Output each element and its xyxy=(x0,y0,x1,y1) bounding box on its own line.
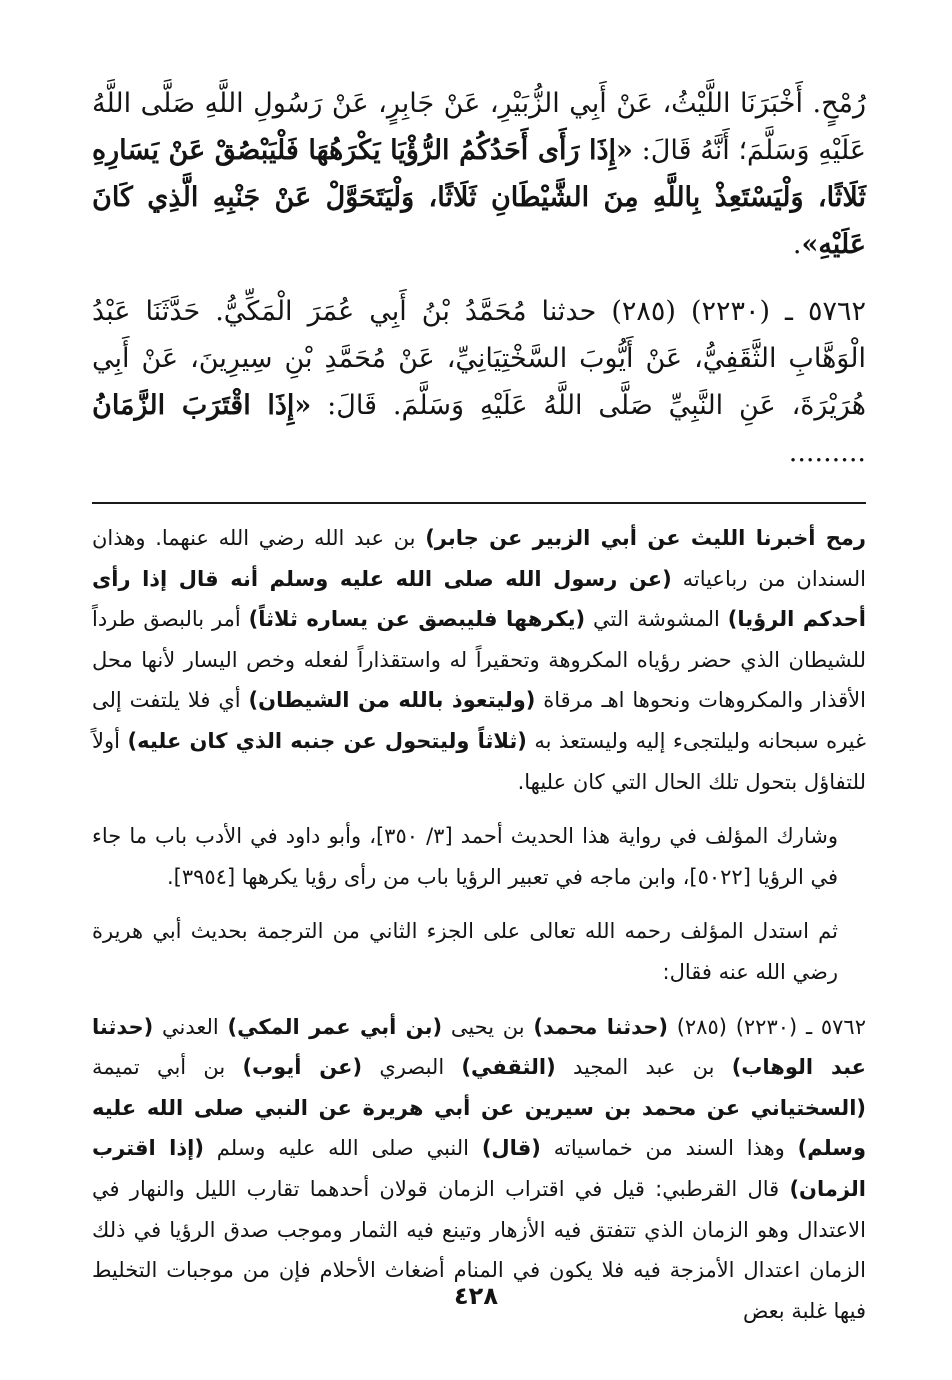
commentary-paragraph-2 xyxy=(92,816,866,897)
hadith-narration-chain: ٥٧٦٢ ـ (٢٢٣٠) (٢٨٥) حدثنا مُحَمَّدُ بْنُ أَبِي عُمَرَ الْمَكِّيُّ. حَدَّثَنَا عَبْدُ الْوَهَّابِ الثَّقَفِيُّ، عَنْ أَيُّوبَ السَّخْتِيَانِيِّ، عَنْ مُحَمَّدِ بْنِ سِيرِينَ، عَنْ أَبِي هُرَيْرَةَ، عَنِ النَّبِيِّ صَلَّى اللَّهُ عَلَيْهِ وَسَلَّمَ. قَالَ: xyxy=(92,296,867,421)
commentary-text: أولاً للتفاؤل بتحول تلك الحال التي كان عليها. xyxy=(92,728,866,794)
hadith-prophetic-saying: «إِذَا رَأَى أَحَدُكُمُ الرُّؤْيَا يَكْرَهُهَا فَلْيَبْصُقْ عَنْ يَسَارِهِ ثَلَاثًا، وَلْيَسْتَعِذْ بِاللَّهِ مِنَ الشَّيْطَانِ ثَلَاثًا، وَلْيَتَحَوَّلْ عَنْ جَنْبِهِ الَّذِي كَانَ عَلَيْهِ» xyxy=(92,135,866,260)
commentary-text: وهذا السند من خماسياته xyxy=(540,1136,798,1161)
commentary-text: وشارك المؤلف في رواية هذا الحديث أحمد [٣/ ٣٥٠]، وأبو داود في الأدب باب ما جاء في الرؤيا [٥٠٢٢]، وابن ماجه في تعبير الرؤيا باب من رأى رؤيا يكرهها [٣٩٥٤]. xyxy=(92,824,838,889)
commentary-text: المشوشة التي xyxy=(585,607,728,632)
commentary-text: أمر بالبصق طرداً للشيطان الذي حضر رؤياه المكروهة وتحقيراً له واستقذاراً لفعله وخص اليسار لأنها محل الأقذار والمكروهات ونحوها اهـ مرقاة xyxy=(92,607,866,713)
continuation-dots: ......... xyxy=(788,437,866,468)
hadith-prophetic-saying: «إِذَا اقْتَرَبَ الزَّمَانُ xyxy=(92,390,312,421)
commentary-text: النبي صلى الله عليه وسلم xyxy=(203,1136,482,1161)
commentary-text: ٥٧٦٢ ـ (٢٢٣٠) (٢٨٥) xyxy=(667,1014,866,1039)
commentary-text: ثم استدل المؤلف رحمه الله تعالى على الجزء الثاني من الترجمة بحديث أبي هريرة رضي الله عنه فقال: xyxy=(92,919,838,984)
commentary-quote: (عن أيوب) xyxy=(242,1055,363,1080)
hadith-text-5761-tail xyxy=(92,80,866,268)
page-number: ٤٢٨ xyxy=(454,1282,498,1310)
commentary-paragraph-1 xyxy=(92,518,866,802)
commentary-quote: (قال) xyxy=(481,1136,541,1161)
commentary-quote: (ثلاثاً وليتحول عن جنبه الذي كان عليه) xyxy=(127,728,527,753)
hadith-narration-chain: رُمْحٍ. أَخْبَرَنَا اللَّيْثُ، عَنْ أَبِي الزُّبَيْرِ، عَنْ جَابِرٍ، عَنْ رَسُولِ اللَّهِ صَلَّى اللَّهُ عَلَيْهِ وَسَلَّمَ؛ أَنَّهُ قَالَ: xyxy=(92,88,866,166)
commentary-quote: (الثقفي) xyxy=(461,1055,556,1080)
commentary-quote: (السختياني عن محمد بن سيرين عن أبي هريرة عن النبي صلى الله عليه وسلم) xyxy=(92,1095,866,1161)
commentary-text: أي فلا يلتفت إلى غيره سبحانه وليلتجىء إليه وليستعذ به xyxy=(92,688,866,753)
commentary-quote: (وليتعوذ بالله من الشيطان) xyxy=(248,688,536,713)
section-divider xyxy=(92,502,866,504)
commentary-quote: (حدثنا محمد) xyxy=(533,1014,668,1039)
hadith-text-5762 xyxy=(92,288,866,476)
commentary-paragraph-3 xyxy=(92,911,866,992)
commentary-text: بن عبد الله رضي الله عنهما. وهذان السندان من رباعياته xyxy=(92,526,866,591)
commentary-quote: (حدثنا عبد الوهاب) xyxy=(92,1014,867,1080)
commentary-text: العدني xyxy=(153,1014,228,1039)
commentary-text: بن عبد المجيد xyxy=(555,1055,732,1080)
commentary-text: قال القرطبي: قيل في اقتراب الزمان قولان أحدهما تقارب الليل والنهار في الاعتدال وهو الزمان الذي تتفتق فيه الأزهار وتينع فيه الثمار وموجب صدق الرؤيا في ذلك الزمان اعتدال الأمزجة فيه فلا يكون في المنام أضغاث الأحلام فإن من موجبات التخليط فيها غلبة بعض xyxy=(92,1176,866,1323)
commentary-quote: رمح أخبرنا الليث عن أبي الزبير عن جابر) xyxy=(425,526,866,550)
commentary-quote: (بن أبي عمر المكي) xyxy=(227,1014,443,1039)
commentary-quote: (إذا اقترب الزمان) xyxy=(92,1136,866,1201)
commentary-quote: (يكرهها فليبصق عن يساره ثلاثاً) xyxy=(248,607,586,632)
commentary-quote: (عن رسول الله صلى الله عليه وسلم أنه قال إذا رأى أحدكم الرؤيا) xyxy=(92,566,867,632)
commentary-text: بن يحيى xyxy=(442,1014,534,1039)
commentary-text: بن أبي تميمة xyxy=(92,1055,243,1080)
commentary-text: البصري xyxy=(362,1055,462,1080)
hadith-end-punctuation: . xyxy=(792,229,802,260)
book-page xyxy=(92,74,866,1360)
